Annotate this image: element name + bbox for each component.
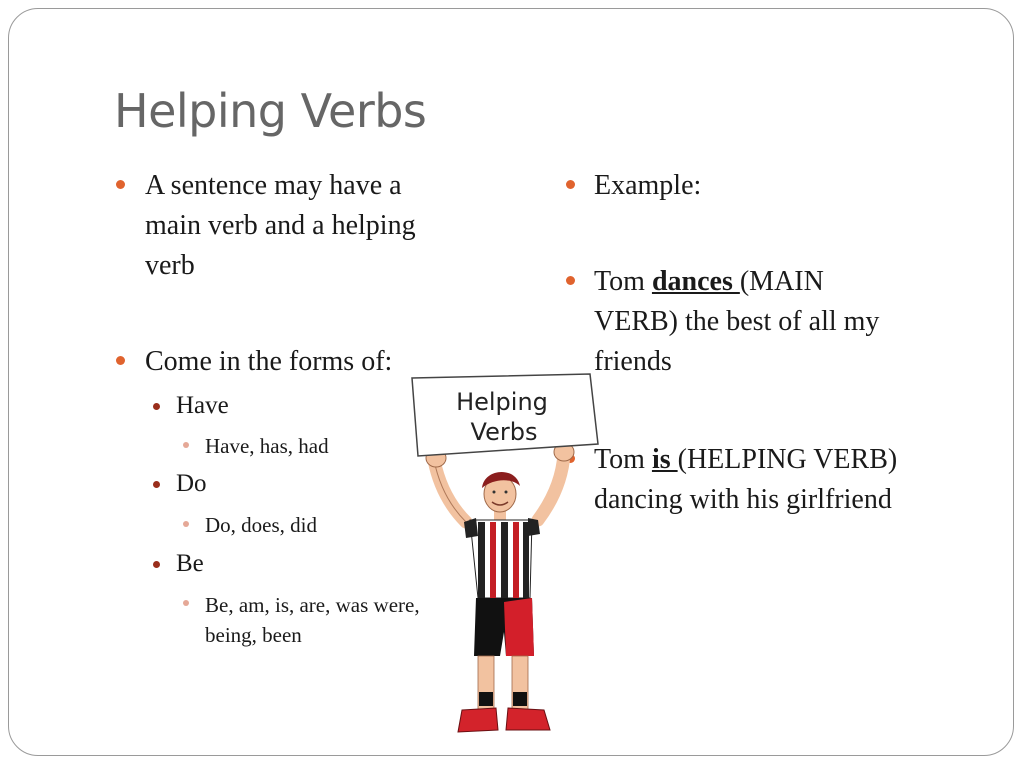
sign-line2: Verbs	[470, 418, 538, 446]
bullet-icon	[116, 356, 125, 365]
bullet-icon	[183, 442, 189, 448]
form-have: Have	[176, 392, 229, 419]
forms-be-list	[205, 590, 420, 650]
example2-verb: is	[651, 444, 678, 475]
bullet-forms: Come in the forms of:	[145, 346, 393, 377]
example2-subject: Tom	[594, 444, 652, 475]
bullet-icon	[153, 403, 160, 410]
example1-verb: dances	[651, 266, 740, 297]
example-helping-verb	[594, 440, 897, 520]
bullet-icon	[183, 600, 189, 606]
example1-subject: Tom	[594, 266, 652, 297]
bullet-sentence	[145, 166, 416, 286]
forms-be-line1: Be, am, is, are, was were,	[205, 593, 420, 617]
helping-verbs-sign	[412, 374, 598, 456]
example-main-verb	[594, 262, 879, 382]
form-do: Do	[176, 470, 207, 497]
bullet-icon	[566, 180, 575, 189]
slide-title: Helping Verbs	[114, 84, 427, 138]
example2-label: (HELPING VERB)	[677, 444, 898, 475]
example2-line2: dancing with his girlfriend	[594, 484, 892, 515]
example1-label: (MAIN	[739, 266, 824, 297]
sign-line1: Helping	[456, 388, 548, 416]
example-heading: Example:	[594, 170, 702, 201]
bullet-icon	[153, 481, 160, 488]
forms-have-list: Have, has, had	[205, 434, 329, 458]
bullet-icon	[116, 180, 125, 189]
form-be: Be	[176, 550, 204, 577]
bullet-sentence-line2: main verb and a helping	[145, 210, 416, 241]
bullet-icon	[153, 561, 160, 568]
bullet-icon	[566, 276, 575, 285]
forms-do-list: Do, does, did	[205, 513, 317, 537]
example1-line2: VERB) the best of all my	[594, 306, 880, 337]
bullet-icon	[183, 521, 189, 527]
forms-be-line2: being, been	[205, 623, 302, 647]
helping-verbs-cartoon-illustration	[404, 370, 604, 742]
bullet-sentence-line1: A sentence may have a	[145, 170, 402, 201]
bullet-sentence-line3: verb	[145, 250, 195, 281]
example1-line3: friends	[594, 346, 672, 377]
